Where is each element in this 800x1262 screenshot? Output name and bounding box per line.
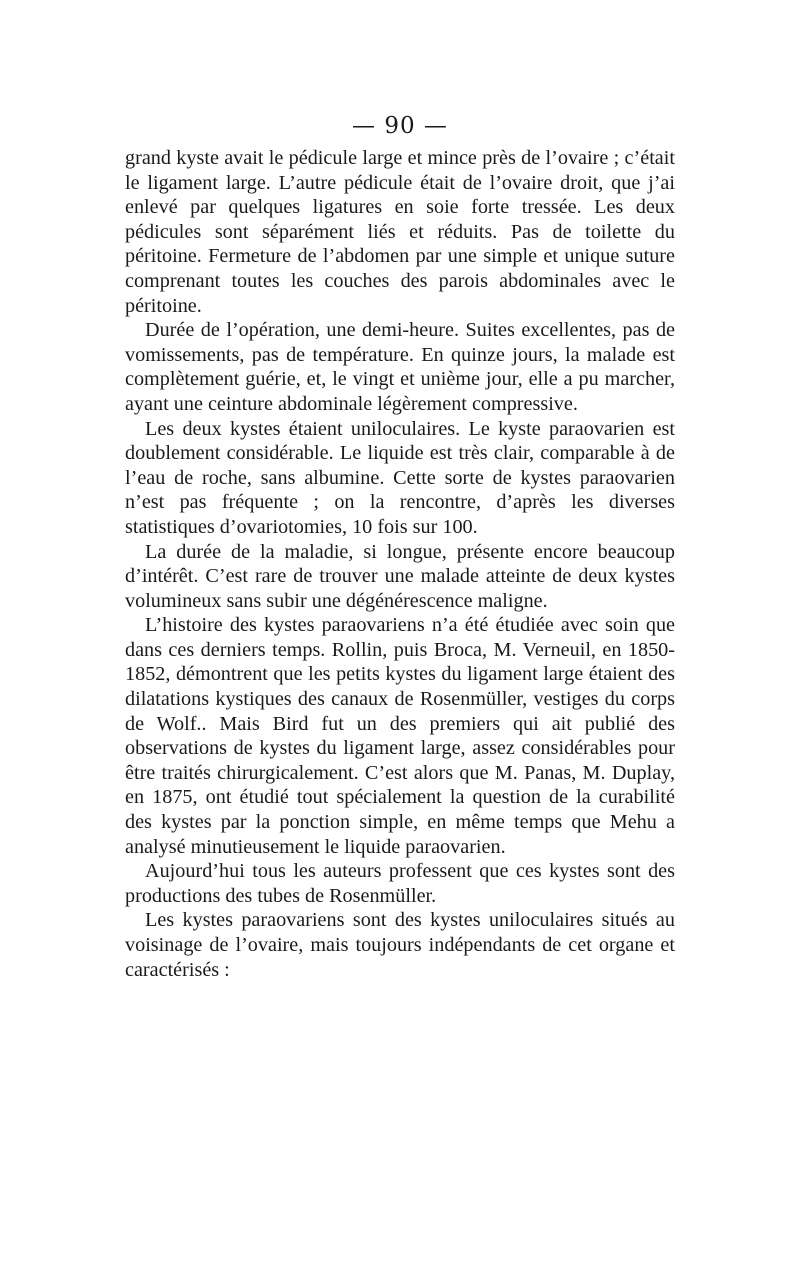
paragraph-continuation: grand kyste avait le pédicule large et mince près de l’ovaire ; c’était le ligament large. L’autre pédicule était de l’ovaire droit, que j’ai enlevé par quelques ligatures en soie forte tressée. Les deux pédicules sont séparément liés et réduits. Pas de toilette du péritoine. Fermeture de l’abdomen par une simple et unique suture comprenant toutes les couches des parois abdominales avec le péritoine. bbox=[125, 147, 675, 317]
page-number: — 90 — bbox=[352, 113, 448, 139]
body-text bbox=[125, 146, 675, 982]
paragraph-definition: Les kystes paraovariens sont des kystes uniloculaires situés au voisinage de l’ovaire, mais toujours indépendants de cet organe et caractérisés : bbox=[125, 909, 675, 981]
paragraph-histoire: L’histoire des kystes paraovariens n’a été étudiée avec soin que dans ces derniers temps. Rollin, puis Broca, M. Verneuil, en 1850-1852, démontrent que les petits kystes du ligament large étaient des dilatations kystiques des canaux de Rosenmüller, vestiges du corps de Wolf.. Mais Bird fut un des premiers qui ait publié des observations de kystes du ligament large, assez considérables pour être traités chirurgicalement. C’est alors que M. Panas, M. Duplay, en 1875, ont étudié tout spécialement la question de la curabilité des kystes par la ponction simple, en même temps que Mehu a analysé minutieusement le liquide paraovarien. bbox=[125, 614, 675, 858]
paragraph-uniloculaires: Les deux kystes étaient uniloculaires. Le kyste paraovarien est doublement considérable. Le liquide est très clair, comparable à de l’eau de roche, sans albumine. Cette sorte de kystes paraovarien n’est pas fréquente ; on la rencontre, d’après les diverses statistiques d’ovariotomies, 10 fois sur 100. bbox=[125, 417, 675, 538]
paragraph-maladie-duree: La durée de la maladie, si longue, présente encore beaucoup d’intérêt. C’est rare de trouver une malade atteinte de deux kystes volumineux sans subir une dégénérescence maligne. bbox=[125, 540, 675, 612]
paragraph-operation-duration: Durée de l’opération, une demi-heure. Suites excellentes, pas de vomissements, pas de température. En quinze jours, la malade est complètement guérie, et, le vingt et unième jour, elle a pu marcher, ayant une ceinture abdominale légèrement compressive. bbox=[125, 319, 675, 415]
paragraph-aujourdhui: Aujourd’hui tous les auteurs professent que ces kystes sont des productions des tubes de Rosenmüller. bbox=[125, 860, 675, 907]
